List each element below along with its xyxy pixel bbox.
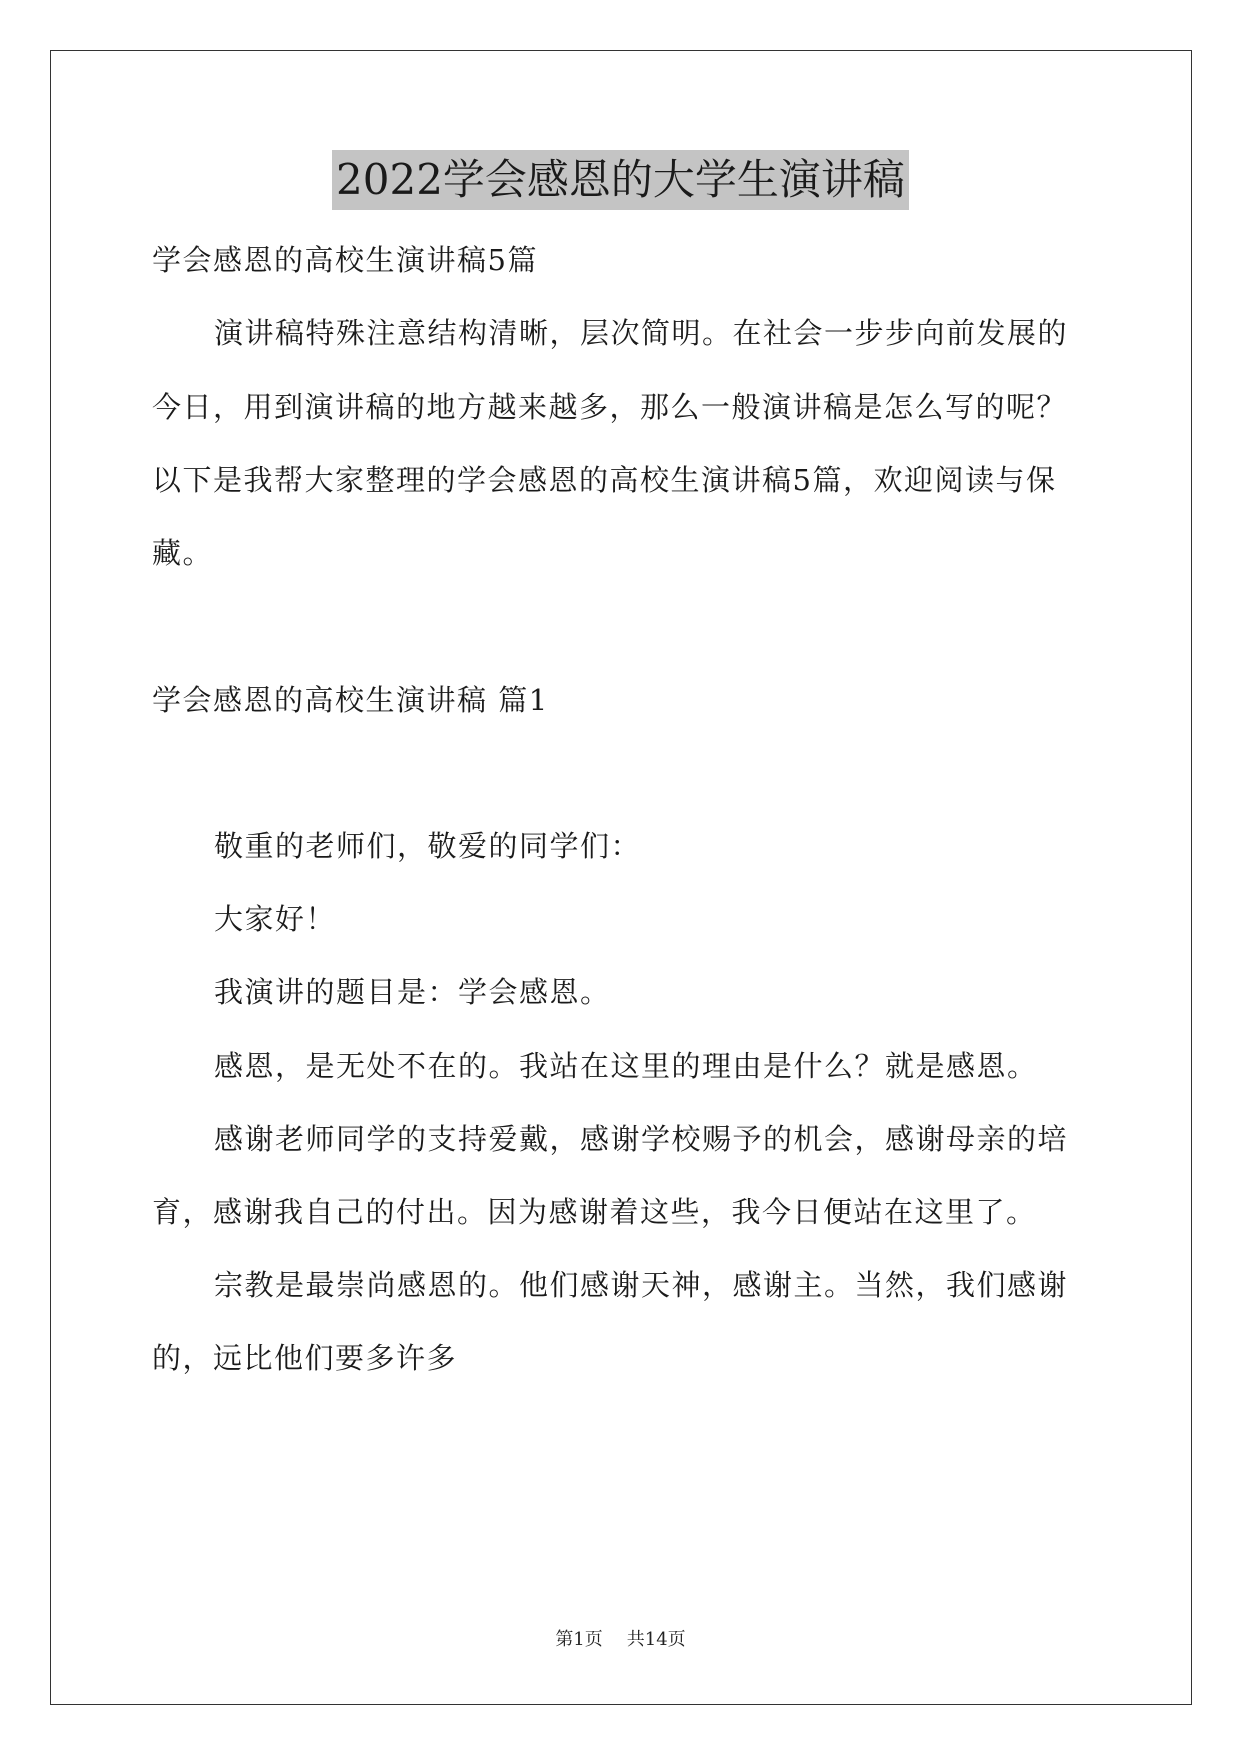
body-line-8: 的，远比他们要多许多 — [152, 1341, 458, 1375]
body-line-5: 感谢老师同学的支持爱戴，感谢学校赐予的机会，感谢母亲的培 — [214, 1122, 1069, 1156]
body-line-6: 育，感谢我自己的付出。因为感谢着这些，我今日便站在这里了。 — [152, 1195, 1037, 1229]
intro-line-3: 以下是我帮大家整理的学会感恩的高校生演讲稿5篇，欢迎阅读与保 — [152, 463, 1057, 497]
page-footer — [0, 1628, 1241, 1652]
body-line-7: 宗教是最崇尚感恩的。他们感谢天神，感谢主。当然，我们感谢 — [214, 1268, 1069, 1302]
intro-line-1: 演讲稿特殊注意结构清晰，层次简明。在社会一步步向前发展的 — [214, 316, 1069, 350]
section-heading: 学会感恩的高校生演讲稿 篇1 — [152, 683, 549, 717]
subtitle: 学会感恩的高校生演讲稿5篇 — [152, 243, 538, 277]
document-title-text: 2022学会感恩的大学生演讲稿 — [332, 150, 909, 210]
document-title — [0, 150, 1241, 210]
page-number: 第1页 — [555, 1629, 603, 1650]
intro-line-2: 今日，用到演讲稿的地方越来越多，那么一般演讲稿是怎么写的呢？ — [152, 390, 1068, 424]
page-border — [50, 50, 1192, 1705]
page-total: 共14页 — [626, 1629, 686, 1650]
body-line-3: 我演讲的题目是：学会感恩。 — [214, 975, 611, 1009]
body-line-4: 感恩，是无处不在的。我站在这里的理由是什么？就是感恩。 — [214, 1049, 1038, 1083]
body-line-1: 敬重的老师们，敬爱的同学们： — [214, 829, 642, 863]
body-line-2: 大家好！ — [214, 902, 337, 936]
intro-line-4: 藏。 — [152, 536, 214, 570]
